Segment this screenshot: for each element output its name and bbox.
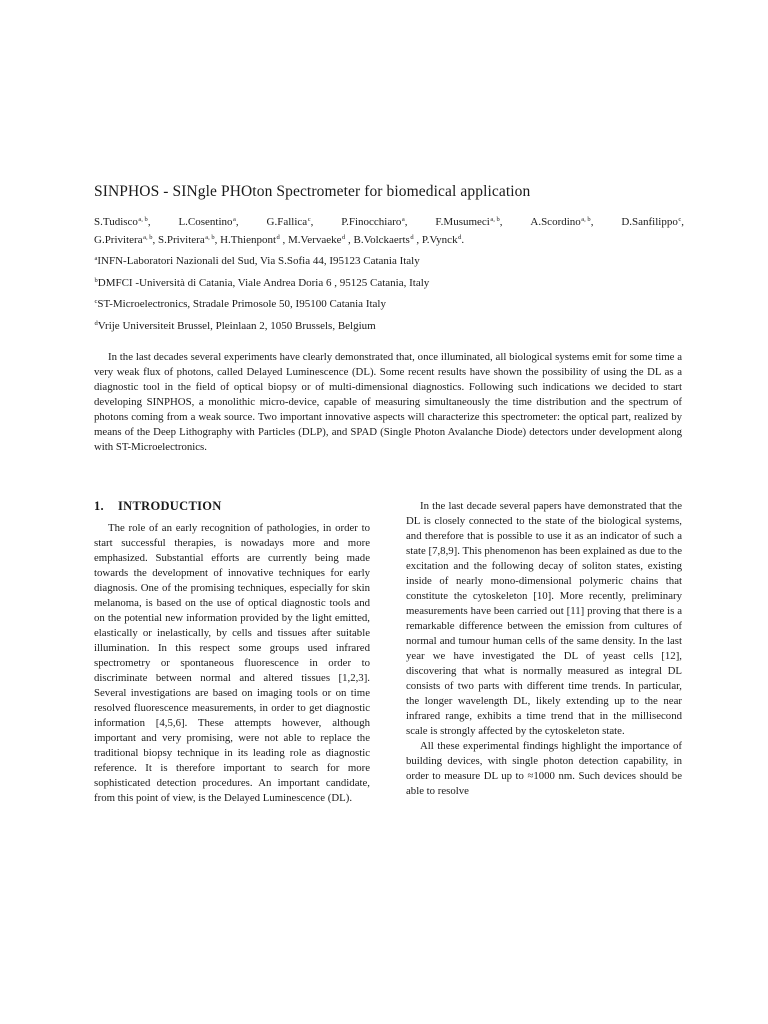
paragraph: All these experimental findings highlight the importance of building devices, with single photon detection capability, in order to measure DL up to ≈1000 nm. Such devices should be able to resolve (406, 740, 682, 797)
author: G.Privitera$^{a, b}$, (94, 234, 158, 246)
author: B.Volckaerts$^d$ , (353, 234, 422, 246)
affiliation: $^d$Vrije Universiteit Brussel, Pleinlaan 2, 1050 Brussels, Belgium (94, 320, 376, 332)
affiliation: $^c$ST-Microelectronics, Stradale Primosole 50, I95100 Catania Italy (94, 298, 386, 310)
author: S.Privitera$^{a, b}$, (157, 234, 221, 246)
author-list (94, 212, 684, 248)
author: M.Vervaeke$^d$ , (288, 234, 354, 246)
affiliation: $^b$DMFCI -Università di Catania, Viale Andrea Doria 6 , 95125 Catania, Italy (94, 277, 430, 289)
section-heading (94, 499, 222, 514)
author-line-2 (94, 230, 684, 248)
paragraph: The role of an early recognition of pathologies, in order to start successful therapies, is nowadays more and more emphasized. Substantial efforts are currently being made towards the development of innovative techniques for early diagnosis. One of the promising techniques, especially for skin melanoma, is based on the use of optical diagnostic tools and on the potential new information provided by the light emitted, elastically or inelastically, by cells and tissues after suitable illumination. In this respect some groups used infrared spectrometry or spontaneous fluorescence in order to discriminate between normal and altered tissues [1,2,3]. Several investigations are based on imaging tools or on time resolved fluorescence measurements, in order to get diagnostic information [4,5,6]. These attempts however, although important and very promising, were not able to replace the traditional biopsy technique in its leading role as diagnostic reference. It is therefore important to search for more sophisticated detection procedures. An important candidate, from this point of view, is the Delayed Luminescence (DL). (94, 522, 370, 804)
section-title: INTRODUCTION (118, 499, 222, 513)
paragraph: In the last decade several papers have demonstrated that the DL is closely connected to the state of the biological systems, and therefore that is possible to use it as an indicator of such a state [7,8,9]. This phenomenon has been explained as due to the excitation and the following decay of soliton states, existing inside of nearly mono-dimensional polymeric chains that constitute the cytoskeleton [10]. More recently, preliminary measurements have been carried out [11] proving that there is a remarkable difference between the emission from cultures of normal and tumour human cells of the same density. In the last year we have investigated the DL of yeast cells [12], discovering that what is normally measured as integral DL consists of two parts with different time trends. In particular, the longer wavelength DL, likely extending up to the near infrared range, exhibits a time trend that in the millisecond scale is strongly affected by the cytoskeleton state. (406, 500, 682, 737)
author: P.Vynck$^d$. (421, 234, 465, 246)
affiliation: $^a$INFN-Laboratori Nazionali del Sud, Via S.Sofia 44, I95123 Catania Italy (94, 255, 420, 267)
author: G.Fallica$^c$, (266, 216, 314, 228)
author: D.Sanfilippo$^c$, (621, 216, 684, 228)
right-column (406, 499, 682, 799)
abstract: In the last decades several experiments have clearly demonstrated that, once illuminated, all biological systems emit for some time a very weak flux of photons, called Delayed Luminescence (DL). Some recent results have shown the possibility of using the DL as a diagnostic tool in the field of optical biopsy or of multi-dimensional diagnostics. Following such indications we decided to start developing SINPHOS, a monolithic micro-device, capable of measuring simultaneously the time distribution and the spectrum of photons coming from a weak source. Two important innovative aspects will characterize this spectrometer: the optical part, realized by means of the Deep Lithography with Particles (DLP), and SPAD (Single Photon Avalanche Diode) detectors under development along with ST-Microelectronics. (94, 351, 682, 453)
author: A.Scordino$^{a, b}$, (530, 216, 594, 228)
author: P.Finocchiaro$^a$, (341, 216, 408, 228)
author: L.Cosentino$^a$, (178, 216, 239, 228)
author: S.Tudisco$^{a, b}$, (94, 216, 151, 228)
paper-title: SINPHOS - SINgle PHOton Spectrometer for biomedical application (94, 183, 531, 200)
author: F.Musumeci$^{a, b}$, (435, 216, 503, 228)
left-column (94, 521, 370, 806)
author: H.Thienpont$^d$ , (220, 234, 289, 246)
section-number: 1. (94, 499, 104, 513)
author-line-1 (94, 212, 684, 230)
